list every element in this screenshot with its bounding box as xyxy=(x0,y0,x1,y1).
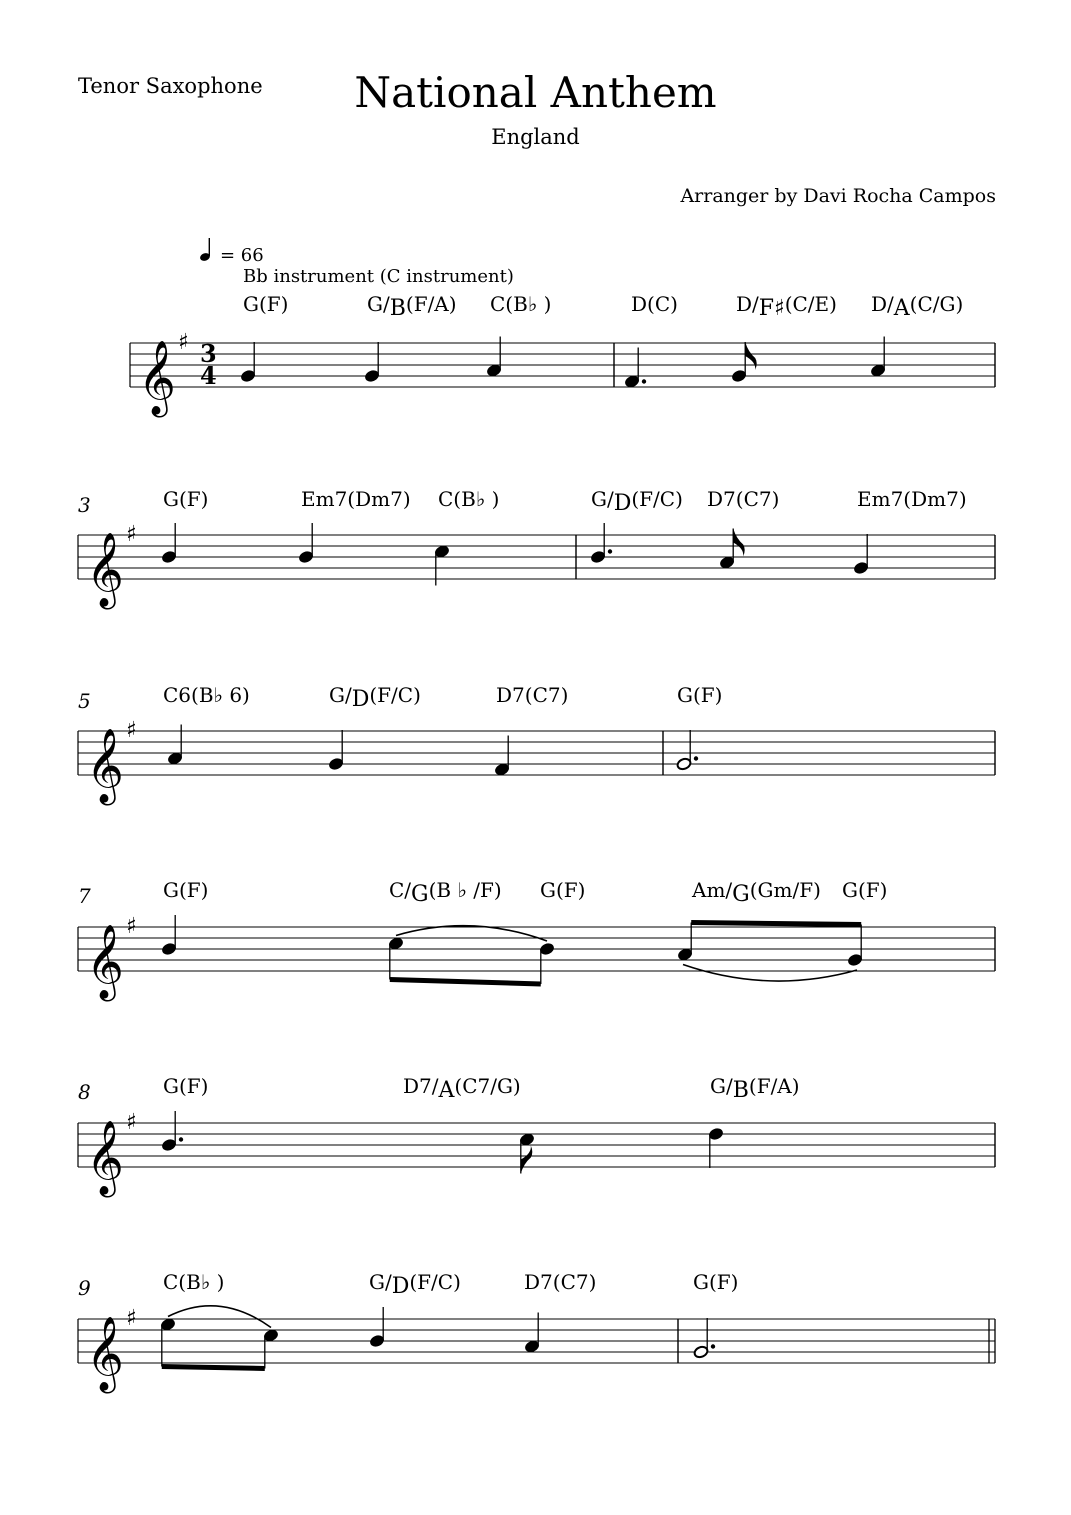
treble-clef-icon: 𝄞 xyxy=(86,533,124,607)
chord-root: C(B xyxy=(438,487,476,511)
chord-alternate: (C7) xyxy=(552,1270,597,1294)
chord-alternate: (B ♭ /F) xyxy=(428,878,502,902)
chord-alternate: (F/C) xyxy=(369,683,421,707)
chord-alternate: (F/A) xyxy=(405,292,457,316)
key-signature-sharp-icon: ♯ xyxy=(126,522,137,547)
notehead xyxy=(161,942,177,956)
chord-alternate: (F) xyxy=(692,683,723,707)
chord-alternate: (F) xyxy=(258,292,289,316)
staff xyxy=(78,1123,995,1167)
note xyxy=(708,1127,724,1168)
chord-alternate: (Dm7) xyxy=(347,487,411,511)
note xyxy=(240,342,256,383)
chord-bass: D xyxy=(613,491,632,516)
notehead xyxy=(708,1127,724,1141)
notehead xyxy=(486,364,502,378)
chord-bass: G xyxy=(411,882,429,907)
chord-root: G xyxy=(540,878,556,902)
chord-root: Em7 xyxy=(301,487,348,511)
chord-root: D7 xyxy=(496,683,525,707)
notehead xyxy=(870,364,886,378)
chord-alternate: (C7/G) xyxy=(454,1074,521,1098)
notehead xyxy=(624,375,640,389)
staff xyxy=(78,1319,995,1363)
chord-root: G xyxy=(677,683,693,707)
measure-number: 5 xyxy=(78,689,91,713)
note xyxy=(693,1318,715,1359)
chord-root: D7 xyxy=(524,1270,553,1294)
chord-alternate: (C) xyxy=(647,292,678,316)
chord-alternate: ♭ ) xyxy=(527,292,552,316)
key-signature-sharp-icon: ♯ xyxy=(126,914,137,939)
chord-bass: A xyxy=(438,1078,455,1103)
staff xyxy=(78,731,995,775)
chord-bass: A xyxy=(893,296,910,321)
chord-bass: D xyxy=(391,1274,410,1299)
chord-root: Am/ xyxy=(692,878,733,902)
chord-root: D7/ xyxy=(403,1074,439,1098)
note xyxy=(161,915,177,956)
note xyxy=(364,342,380,383)
chord-root: Em7 xyxy=(857,487,904,511)
flag xyxy=(521,1146,533,1174)
chord-alternate: (C7) xyxy=(735,487,780,511)
treble-clefs xyxy=(86,330,217,1394)
measure-number: 7 xyxy=(78,884,91,908)
note xyxy=(677,923,693,962)
augmentation-dot xyxy=(179,1137,183,1141)
chord-alternate: (F/A) xyxy=(748,1074,800,1098)
measure-number: 3 xyxy=(78,493,91,517)
chord-alternate: (C/E) xyxy=(784,292,837,316)
staff xyxy=(130,343,995,387)
time-signature-top: 3 xyxy=(200,339,217,368)
chord-alternate: (C/G) xyxy=(909,292,964,316)
chord-alternate: (F) xyxy=(178,487,209,511)
chord-root: G xyxy=(163,1074,179,1098)
flag xyxy=(733,529,745,557)
chord-bass: D xyxy=(351,687,370,712)
chord-alternate: ♭ ) xyxy=(475,487,500,511)
key-signature-sharp-icon: ♯ xyxy=(126,1306,137,1331)
chord-root: G xyxy=(163,487,179,511)
chord-root: D/ xyxy=(871,292,894,316)
chord-root: G/ xyxy=(369,1270,392,1294)
slur xyxy=(396,926,547,941)
note xyxy=(161,1111,183,1152)
notehead xyxy=(519,1133,535,1147)
chord-root: C/ xyxy=(389,878,412,902)
note xyxy=(676,730,698,771)
notehead xyxy=(364,369,380,383)
chord-alternate: (F) xyxy=(857,878,888,902)
chord-alternate: ♭ ) xyxy=(200,1270,225,1294)
notehead xyxy=(161,550,177,564)
note xyxy=(161,523,177,564)
augmentation-dot xyxy=(694,756,698,760)
notehead xyxy=(240,369,256,383)
chord-root: C6(B xyxy=(163,683,214,707)
score-subtitle: England xyxy=(491,125,580,149)
key-signature-sharp-icon: ♯ xyxy=(126,1110,137,1135)
chord-bass: F♯ xyxy=(758,296,785,321)
augmentation-dot xyxy=(608,549,612,553)
chord-root: D7 xyxy=(707,487,736,511)
notehead xyxy=(494,763,510,777)
measure-number: 8 xyxy=(78,1080,91,1104)
notehead xyxy=(161,1138,177,1152)
score-title: National Anthem xyxy=(354,68,717,117)
chord-alternate: (F/C) xyxy=(631,487,683,511)
chord-root: G/ xyxy=(329,683,352,707)
key-signature-sharp-icon: ♯ xyxy=(126,718,137,743)
chord-root: G/ xyxy=(591,487,614,511)
note xyxy=(298,523,314,564)
chord-alternate: (F) xyxy=(555,878,586,902)
treble-clef-icon: 𝄞 xyxy=(138,341,176,415)
notehead xyxy=(167,752,183,766)
notehead xyxy=(731,369,747,383)
notehead xyxy=(539,942,555,956)
chord-root: G xyxy=(243,292,259,316)
note xyxy=(853,534,869,575)
notehead xyxy=(160,1318,176,1332)
notes-layer xyxy=(160,337,886,1369)
note xyxy=(590,523,612,564)
augmentation-dot xyxy=(711,1344,715,1348)
note xyxy=(731,342,757,383)
chord-alternate: ♭ 6) xyxy=(213,683,250,707)
notehead xyxy=(328,757,344,771)
chord-root: G xyxy=(842,878,858,902)
notehead xyxy=(719,556,735,570)
treble-clef-icon: 𝄞 xyxy=(86,1121,124,1195)
note xyxy=(369,1307,385,1348)
beam xyxy=(162,1367,265,1369)
chord-root: D/ xyxy=(736,292,759,316)
chord-root: G/ xyxy=(367,292,390,316)
staff-lines xyxy=(78,343,995,1363)
chord-root: G xyxy=(693,1270,709,1294)
note xyxy=(847,925,863,967)
chord-root: D xyxy=(631,292,648,316)
notehead xyxy=(677,948,693,962)
note xyxy=(328,730,344,771)
tempo-marking: = 66 xyxy=(220,245,264,266)
slur xyxy=(168,1306,271,1328)
augmentation-dot xyxy=(642,379,646,383)
notehead xyxy=(369,1334,385,1348)
notehead xyxy=(434,545,450,559)
chord-root: G xyxy=(163,878,179,902)
measure-number: 9 xyxy=(78,1276,91,1300)
chord-root: C(B xyxy=(490,292,528,316)
chord-bass: G xyxy=(732,882,750,907)
chord-alternate: (F) xyxy=(708,1270,739,1294)
key-signature-sharp-icon: ♯ xyxy=(178,330,189,355)
chord-alternate: (F/C) xyxy=(409,1270,461,1294)
chord-alternate: (Dm7) xyxy=(903,487,967,511)
treble-clef-icon: 𝄞 xyxy=(86,729,124,803)
chord-alternate: (C7) xyxy=(524,683,569,707)
beam xyxy=(390,980,541,985)
notehead xyxy=(847,953,863,967)
tempo-quarter-note-icon xyxy=(199,238,211,262)
arranger-credit: Arranger by Davi Rocha Campos xyxy=(680,185,996,207)
notehead xyxy=(298,550,314,564)
notehead xyxy=(524,1340,540,1354)
note xyxy=(388,937,404,980)
note xyxy=(160,1318,176,1367)
chord-bass: B xyxy=(389,296,406,321)
transposition-note: Bb instrument (C instrument) xyxy=(243,266,514,287)
notehead xyxy=(853,561,869,575)
beam xyxy=(691,923,861,925)
notehead xyxy=(388,937,404,951)
slur xyxy=(683,965,857,982)
flag xyxy=(745,342,757,370)
chord-bass: B xyxy=(732,1078,749,1103)
time-signature-bottom: 4 xyxy=(200,361,217,390)
chord-alternate: (F) xyxy=(178,878,209,902)
chord-root: G/ xyxy=(710,1074,733,1098)
notehead xyxy=(263,1329,279,1343)
chord-alternate: (Gm/F) xyxy=(749,878,821,902)
chord-root: C(B xyxy=(163,1270,201,1294)
note xyxy=(539,942,555,984)
treble-clef-icon: 𝄞 xyxy=(86,925,124,999)
treble-clef-icon: 𝄞 xyxy=(86,1317,124,1391)
notehead xyxy=(590,550,606,564)
chord-alternate: (F) xyxy=(178,1074,209,1098)
instrument-name: Tenor Saxophone xyxy=(78,74,263,98)
